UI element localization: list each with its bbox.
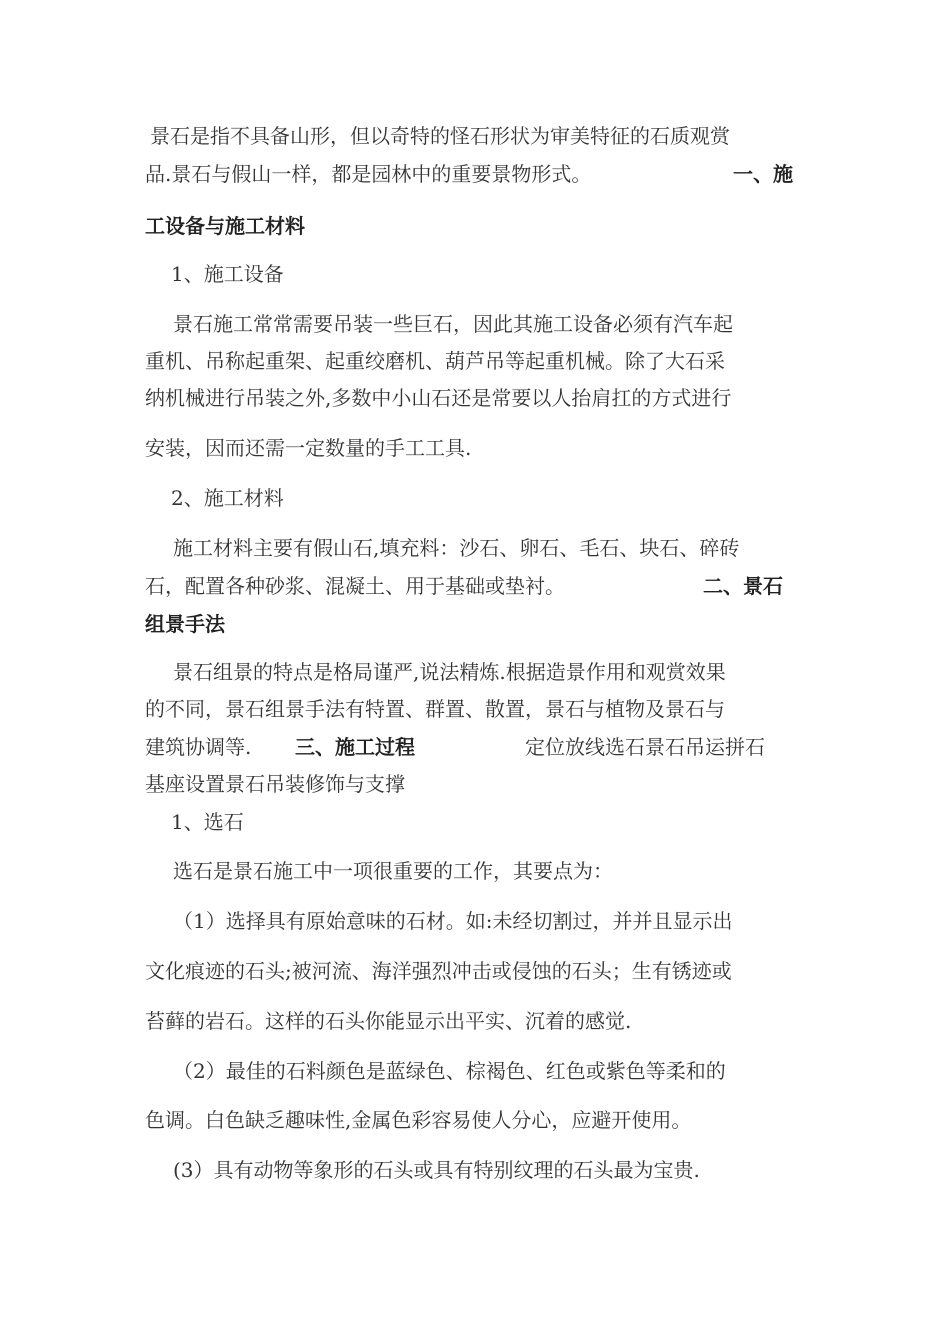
- paragraph-text: 品.景石与假山一样，都是园林中的重要景物形式。: [145, 162, 592, 186]
- p6-line-2: 色调。白色缺乏趣味性,金属色彩容易使人分心，应避开使用。: [145, 1108, 692, 1132]
- paragraph-text: 景石施工常常需要吊装一些巨石，因此其施工设备必须有汽车起: [173, 312, 733, 336]
- p3-line-4: 基座设置景石吊装修饰与支撑: [145, 772, 405, 796]
- paragraph-text: （1）选择具有原始意味的石材。如:未经切割过，并并且显示出: [173, 909, 733, 933]
- p3-line-1: [145, 658, 825, 686]
- p5-line-1: [145, 907, 825, 935]
- paragraph-text: 景石是指不具备山形，但以奇特的怪石形状为审美特征的石质观赏: [150, 124, 730, 148]
- intro-line-1: [145, 122, 825, 150]
- p3-line-2: 的不同，景石组景手法有特置、群置、散置，景石与植物及景石与: [145, 697, 725, 721]
- subheading-text: 1、选石: [171, 810, 244, 834]
- subheading-text: 1、施工设备: [171, 262, 284, 286]
- subheading-2: [145, 484, 825, 512]
- heading-3: 三、施工过程: [295, 735, 415, 759]
- p4-line: [145, 857, 825, 885]
- p2-line-2: [145, 572, 825, 600]
- p1-line-1: [145, 310, 825, 338]
- subheading-text: 2、施工材料: [171, 486, 284, 510]
- paragraph-text: （2）最佳的石料颜色是蓝绿色、棕褐色、红色或紫色等柔和的: [173, 1059, 726, 1083]
- p1-line-3: 纳机械进行吊装之外,多数中小山石还是常要以人抬肩扛的方式进行: [145, 386, 732, 410]
- intro-line-2: [145, 160, 825, 188]
- heading-2-part-a: 二、景石: [703, 574, 783, 598]
- p2-line-1: [145, 534, 825, 562]
- heading-2-part-b: 组景手法: [145, 612, 225, 636]
- p5-line-3: 苔藓的岩石。这样的石头你能显示出平实、沉着的感觉.: [145, 1009, 632, 1033]
- subheading-1: [145, 260, 825, 288]
- paragraph-text: 施工材料主要有假山石,填充料：沙石、卵石、毛石、块石、碎砖: [173, 536, 740, 560]
- paragraph-text: 建筑协调等.: [145, 735, 252, 759]
- p6-line-1: [145, 1057, 825, 1085]
- subheading-3: [145, 808, 825, 836]
- paragraph-text: 景石组景的特点是格局谨严,说法精炼.根据造景作用和观赏效果: [173, 660, 726, 684]
- paragraph-text: 选石是景石施工中一项很重要的工作，其要点为：: [173, 859, 613, 883]
- paragraph-text: 石，配置各种砂浆、混凝土、用于基础或垫衬。: [145, 574, 565, 598]
- p3-line-3: [145, 733, 825, 761]
- p5-line-2: 文化痕迹的石头;被河流、海洋强烈冲击或侵蚀的石头；生有锈迹或: [145, 959, 732, 983]
- paragraph-text: (3）具有动物等象形的石头或具有特别纹理的石头最为宝贵.: [173, 1158, 700, 1182]
- p1-line-2: 重机、吊称起重架、起重绞磨机、葫芦吊等起重机械。除了大石采: [145, 349, 725, 373]
- heading-1-part-a: 一、施: [733, 162, 793, 186]
- p1-line-4: 安装，因而还需一定数量的手工工具.: [145, 436, 472, 460]
- process-steps-text: 定位放线选石景石吊运拼石: [525, 735, 765, 759]
- heading-1-part-b: 工设备与施工材料: [145, 214, 305, 238]
- p7-line: [145, 1156, 825, 1184]
